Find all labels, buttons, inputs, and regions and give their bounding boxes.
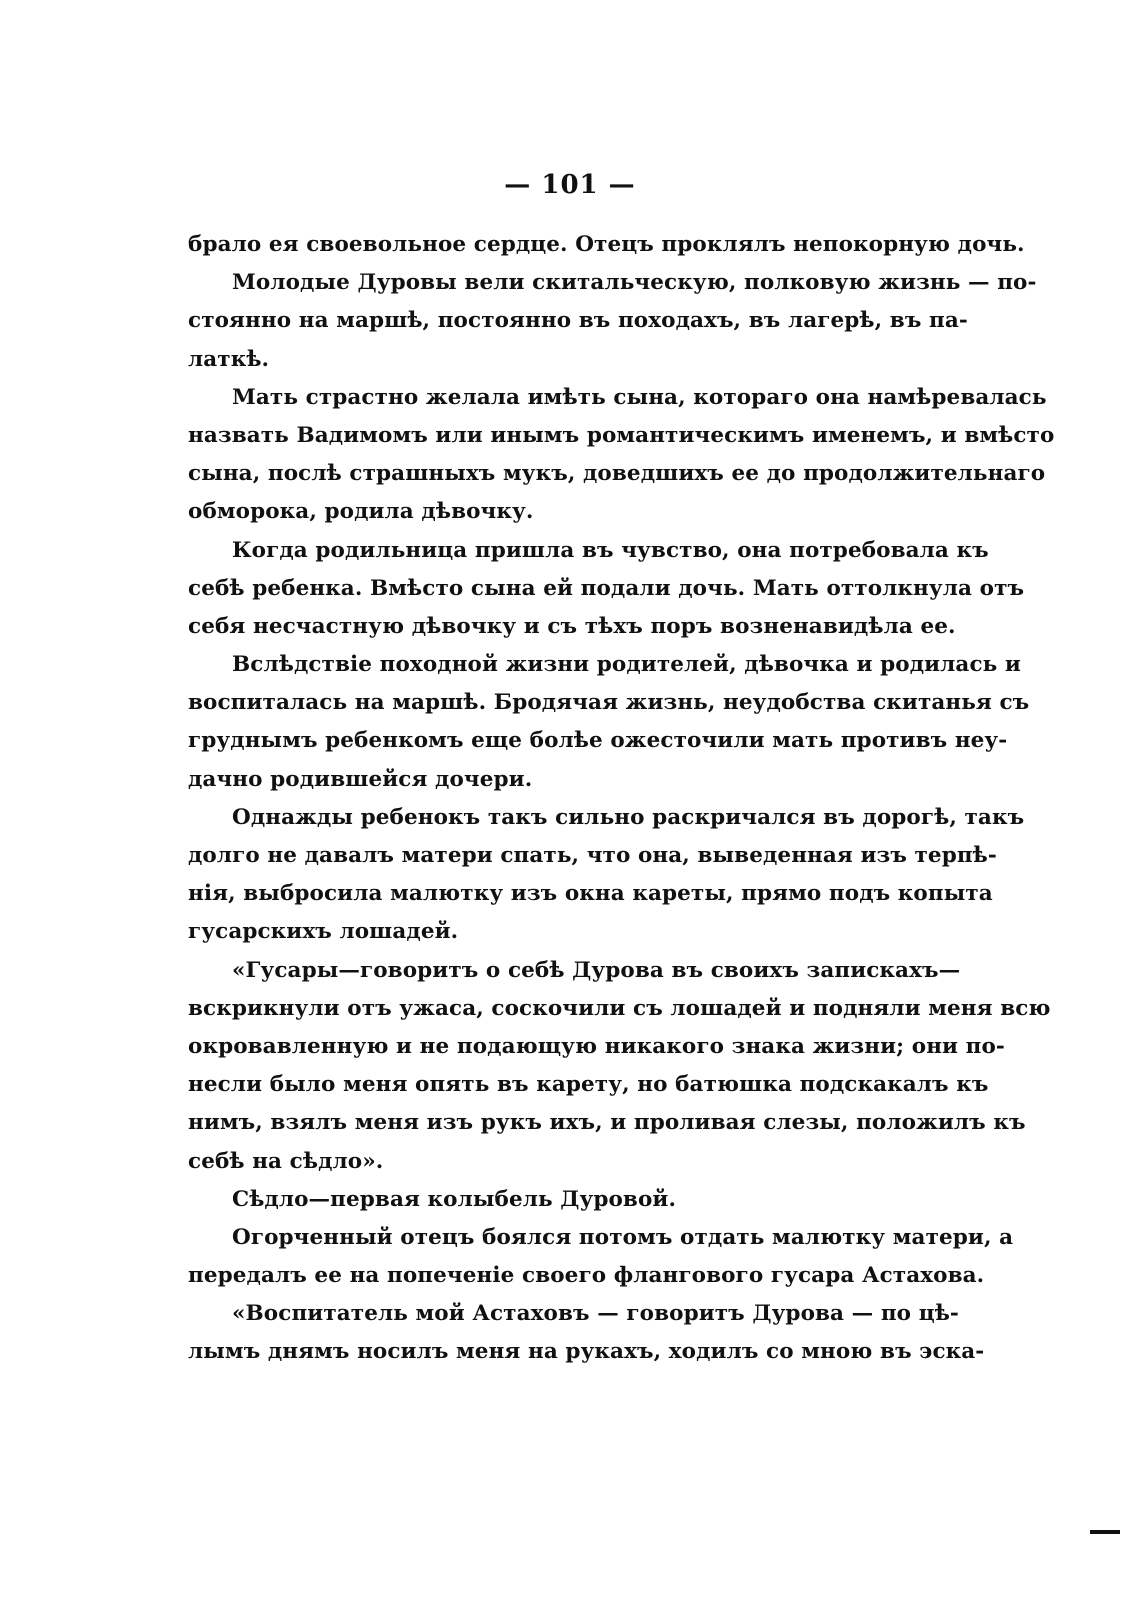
text-line: несли было меня опять въ карету, но батюшка подскакалъ къ (188, 1072, 989, 1098)
text-line: Сѣдло—первая колыбель Дуровой. (232, 1186, 677, 1212)
text-line: «Гусары—говоритъ о себѣ Дурова въ своихъ запискахъ— (232, 957, 961, 983)
text-line: воспиталась на маршѣ. Бродячая жизнь, неудобства скитанья съ (188, 690, 1030, 716)
text-line: груднымъ ребенкомъ еще болѣе ожесточили мать противъ неу- (188, 728, 1008, 754)
text-line: Огорченный отецъ боялся потомъ отдать малютку матери, а (232, 1224, 1014, 1250)
text-line: себѣ на сѣдло». (188, 1148, 384, 1174)
text-line: лымъ днямъ носилъ меня на рукахъ, ходилъ со мною въ эска- (188, 1339, 985, 1365)
text-line: дачно родившейся дочери. (188, 766, 533, 792)
text-line: долго не давалъ матери спать, что она, выведенная изъ терпѣ- (188, 843, 997, 868)
text-line: латкѣ. (188, 346, 270, 372)
text-line: Однажды ребенокъ такъ сильно раскричался въ дорогѣ, такъ (232, 804, 1025, 830)
text-line: вскрикнули отъ ужаса, соскочили съ лошадей и подняли меня всю (188, 995, 1051, 1021)
text-line: брало ея своевольное сердце. Отецъ проклялъ непокорную дочь. (188, 232, 1025, 257)
text-line: «Воспитатель мой Астаховъ — говоритъ Дурова — по цѣ- (232, 1301, 959, 1327)
page-number: — 101 — (504, 170, 636, 200)
text-line: себя несчастную дѣвочку и съ тѣхъ поръ возненавидѣла ее. (188, 613, 956, 639)
text-line: окровавленную и не подающую никакого знака жизни; они по- (188, 1033, 1005, 1059)
text-line: гусарскихъ лошадей. (188, 919, 459, 945)
text-line: нія, выбросила малютку изъ окна кареты, прямо подъ копыта (188, 881, 993, 907)
text-line: Вслѣдствіе походной жизни родителей, дѣвочка и родилась и (232, 652, 1021, 678)
text-line: себѣ ребенка. Вмѣсто сына ей подали дочь. Мать оттолкнула отъ (188, 575, 1025, 601)
margin-dash-mark (1090, 1530, 1120, 1534)
body-text (188, 226, 1055, 1372)
text-line: Когда родильница пришла въ чувство, она потребовала къ (232, 537, 989, 563)
text-line: обморока, родила дѣвочку. (188, 499, 534, 525)
text-line: Молодые Дуровы вели скитальческую, полковую жизнь — по- (232, 270, 1037, 296)
text-line: сына, послѣ страшныхъ мукъ, доведшихъ ее до продолжительнаго (188, 461, 1046, 487)
text-line: стоянно на маршѣ, постоянно въ походахъ, въ лагерѣ, въ па- (188, 308, 968, 334)
text-line: назвать Вадимомъ или инымъ романтическимъ именемъ, и вмѣсто (188, 422, 1055, 448)
text-line: нимъ, взялъ меня изъ рукъ ихъ, и проливая слезы, положилъ къ (188, 1110, 1026, 1136)
text-line: передалъ ее на попеченіе своего флангового гусара Астахова. (188, 1263, 985, 1289)
text-line: Мать страстно желала имѣть сына, котораго она намѣревалась (232, 384, 1047, 410)
